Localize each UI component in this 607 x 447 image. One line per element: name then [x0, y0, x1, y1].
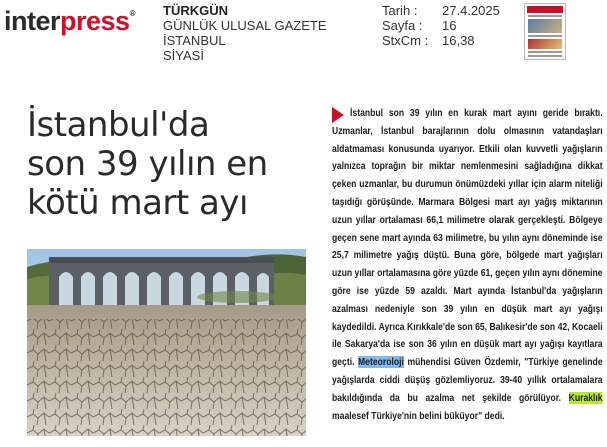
- meta-stxcm-value: 16,38: [442, 33, 475, 48]
- body-text-part-2: mühendisi Güven Özdemir, "Türkiye genelinde yağışlarda ciddi düşüş gözlemliyoruz. 39-40 yıllık ortalamalara bakıldığında da bu azalma net şekilde görülüyor.: [332, 356, 603, 404]
- headline-line-2: son 39 yılın en: [27, 144, 268, 184]
- body-text-part-1: İstanbul son 39 yılın en kurak mart ayını geride bıraktı. Uzmanlar, İstanbul barajlarının dolu olmasının vatandaşları aldatmaması konusunda uyarıyor. Etkili olan kuvvetli yağışların yalnızca toprağın bir miktar nemlenmesini sağladığına dikkat çeken uzmanlar, bu durumun önümüzdeki yıllar için alarm niteliği taşıdığı görüşünde. Marmara Bölgesi mart ayı yağış miktarının uzun yıllar ortalaması 66,1 milimetre olarak gerçekleşti. Bölgeye geçen sene mart ayında 63 milimetre, bu yılın aynı döneminde ise 25,7 milimetre yağış düştü. Buna göre, bölgede mart yağışları uzun yıllar ortalamasına göre yüzde 61, geçen yılın aynı dönemine göre ise yüzde 59 azaldı. Mart ayında İstanbul'da yağışların azalması nedeniyle son 39 yılın en düşük mart ayı yağışı kaydedildi. Ayrıca Kırıkkale'de son 65, Balıkesir'de son 42, Kocaeli ile Sakarya'da ise son 36 yılın en düşük mart ayı yağışı kayıtlara geçti.: [332, 107, 603, 369]
- meta-date-key: Tarih :: [382, 3, 418, 18]
- publication-section: SİYASİ: [163, 48, 204, 63]
- publication-info: [163, 3, 327, 63]
- meta-stxcm-row: [382, 33, 500, 48]
- headline-line-1: İstanbul'da: [27, 105, 210, 145]
- logo-main: inter: [4, 6, 61, 36]
- publication-name: TÜRKGÜN: [163, 3, 228, 18]
- highlight-keyword-kuraklik: Kuraklık: [568, 391, 603, 404]
- interpress-logo: [4, 6, 135, 37]
- clipping-header: [0, 0, 607, 66]
- logo-registered-mark: ®: [129, 9, 135, 18]
- meta-date-value: 27.4.2025: [442, 3, 500, 18]
- clipping-meta: [382, 3, 500, 48]
- headline-line-3: kötü mart ayı: [27, 183, 248, 223]
- article-headline: [27, 106, 327, 223]
- publication-city: İSTANBUL: [163, 33, 226, 48]
- meta-page-value: 16: [442, 18, 457, 33]
- article-photo-dry-reservoir-aqueduct: [27, 249, 306, 436]
- publication-type: GÜNLÜK ULUSAL GAZETE: [163, 18, 327, 33]
- logo-accent: press: [60, 6, 130, 36]
- article-body: [332, 105, 603, 425]
- meta-stxcm-key: StxCm :: [382, 33, 429, 48]
- meta-date-row: [382, 3, 500, 18]
- body-text-part-3: maalesef Türkiye'nin belini büküyor" dedi.: [332, 409, 505, 422]
- meta-page-key: Sayfa :: [382, 18, 423, 33]
- newspaper-page-thumbnail[interactable]: [524, 3, 566, 60]
- highlight-keyword-meteoroloji: Meteoroloji: [358, 356, 404, 369]
- meta-page-row: [382, 18, 500, 33]
